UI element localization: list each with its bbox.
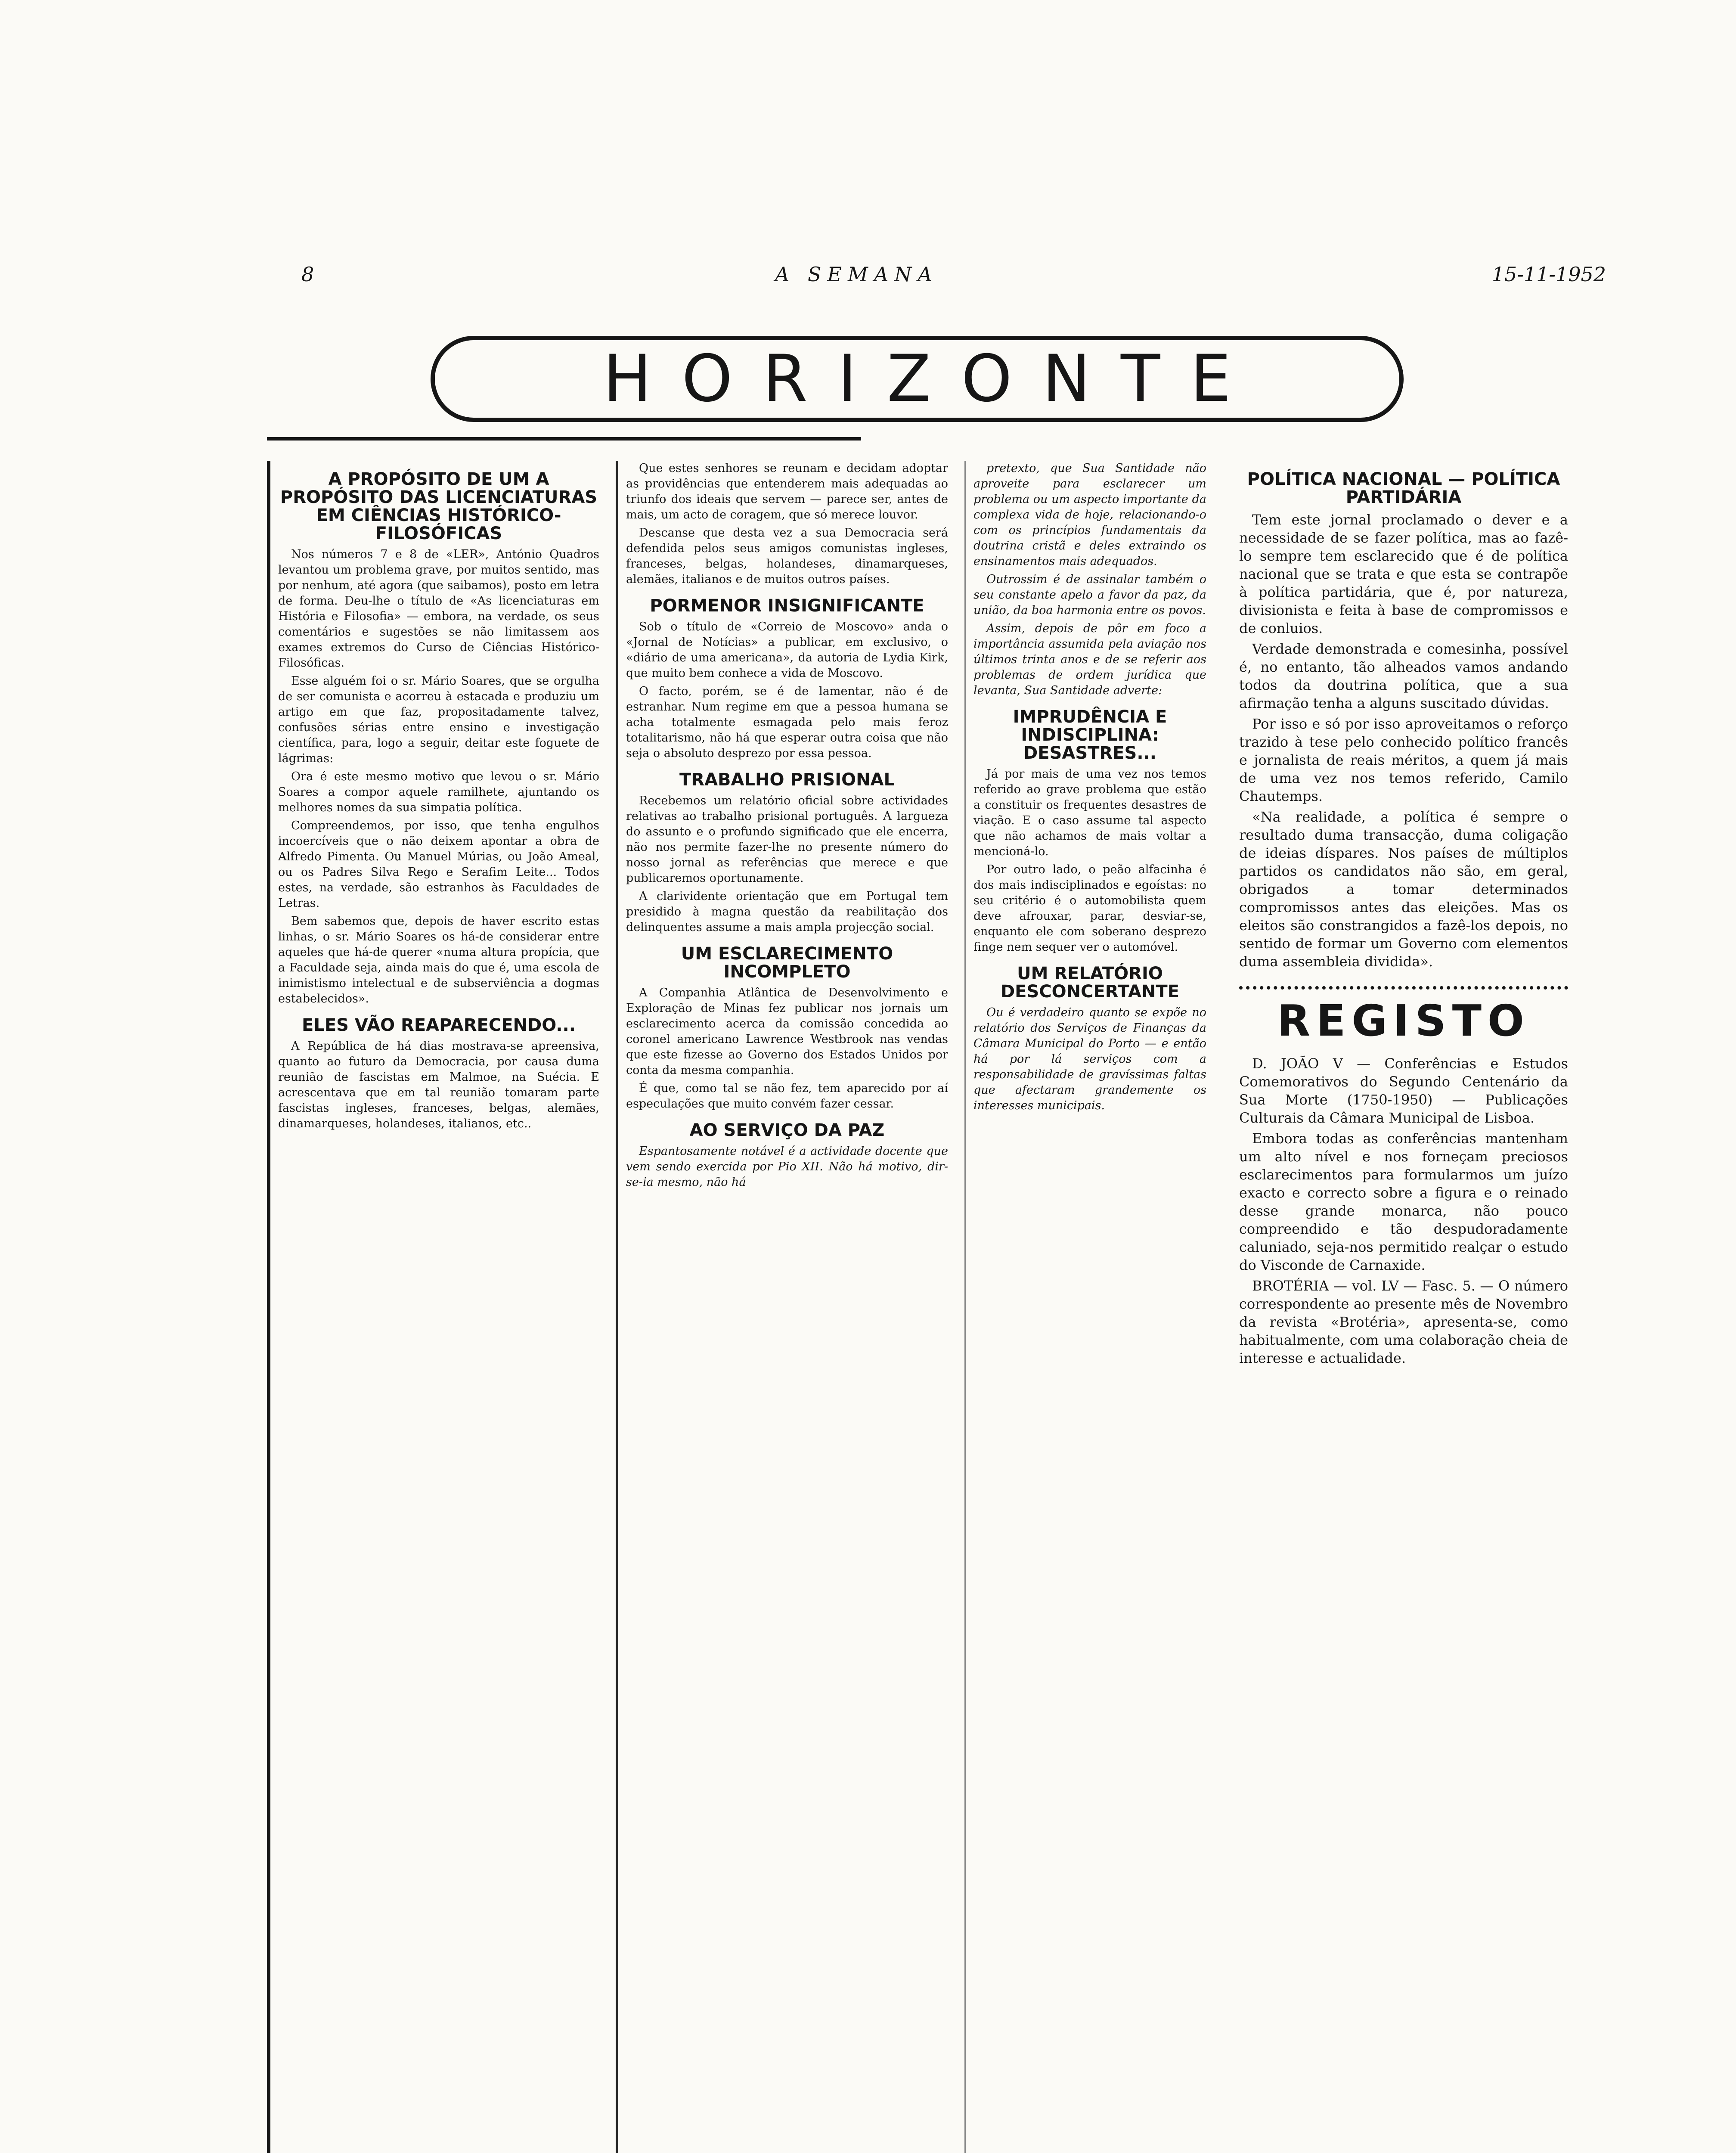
paragraph: Espantosamente notável é a actividade docente que vem sendo exercida por Pio XII. Não há motivo, dir-se-ia mesmo, não há (626, 1145, 948, 1189)
paragraph: Sob o título de «Correio de Moscovo» anda o «Jornal de Notícias» a publicar, em exclusivo, o «diário de uma americana», da autoria de Lydia Kirk, que muito bem conhece a vida de Moscovo. (626, 620, 948, 680)
article-heading: IMPRUDÊNCIA E INDISCIPLINA: DESASTRES... (1013, 707, 1167, 763)
running-header (301, 263, 1606, 297)
paragraph: Que estes senhores se reunam e decidam adoptar as providências que entenderem mais adequadas ao triunfo dos ideais que servem — parece ser, antes de mais, um acto de coragem, que só merece louvor. (626, 462, 948, 521)
paragraph: Por outro lado, o peão alfacinha é dos mais indisciplinados e egoístas: no seu critério é o automobilista quem deve afrouxar, parar, desviar-se, enquanto ele com soberano desprezo finge nem sequer ver o automóvel. (973, 863, 1206, 954)
paragraph: A República de há dias mostrava-se apreensiva, quanto ao futuro da Democracia, por causa duma reunião de fascistas em Malmoe, na Suécia. E acrescentava que em tal reunião tomaram parte fascistas ingleses, franceses, belgas, alemães, dinamarqueses, holandeses, italianos, etc.. (278, 1039, 599, 1130)
column-4 (1231, 461, 1576, 2153)
column-2 (616, 461, 956, 2153)
page-number: 8 (301, 263, 314, 286)
paragraph: Esse alguém foi o sr. Mário Soares, que se orgulha de ser comunista e acorreu à estacada e produziu um artigo em que faz, propositadamente talvez, confusões sérias entre ensino e investigação científica, para, logo a seguir, deitar este foguete de lágrimas: (278, 674, 599, 765)
paragraph: Tem este jornal proclamado o dever e a necessidade de se fazer política, mas ao fazê-lo sempre tem esclarecido que é de política nacional que se trata e que esta se contrapõe à política partidária, que é, por natureza, divisionista e feita à base de compromissos e de conluios. (1239, 512, 1568, 636)
paragraph: Descanse que desta vez a sua Democracia será defendida pelos seus amigos comunistas ingleses, franceses, belgas, holandeses, dinamarqueses, alemães, italianos e de muitos outros países. (626, 526, 948, 586)
paragraph: pretexto, que Sua Santidade não aproveite para esclarecer um problema ou um aspecto importante da complexa vida de hoje, relacionando-o com os princípios fundamentais da doutrina cristã e deles extraindo os ensinamentos mais adequados. (973, 462, 1206, 568)
paragraph: Bem sabemos que, depois de haver escrito estas linhas, o sr. Mário Soares os há-de considerar entre aqueles que há-de querer «numa altura propícia, que a Faculdade seja, ainda mais do que é, uma escola de inimistismo intelectual e de subserviência a dogmas estabelecidos». (278, 915, 599, 1005)
paragraph: É que, como tal se não fez, tem aparecido por aí especulações que muito convém fazer cessar. (626, 1082, 948, 1111)
article-heading: UM ESCLARECIMENTO INCOMPLETO (681, 944, 893, 982)
newspaper-title: A SEMANA (775, 263, 938, 286)
masthead-title: HORIZONTE (603, 341, 1262, 416)
paragraph: O facto, porém, se é de lamentar, não é de estranhar. Num regime em que a pessoa humana se acha totalmente esmagada pelo mais feroz totalitarismo, não há que esperar outra coisa que não seja o absoluto desprezo por essa pessoa. (626, 685, 948, 760)
article-heading: TRABALHO PRISIONAL (679, 770, 895, 790)
paragraph: Ou é verdadeiro quanto se expõe no relatório dos Serviços de Finanças da Câmara Municipal do Porto — e então há por lá serviços com a responsabilidade de gravíssimas faltas que afectaram grandemente os interesses municipais. (973, 1006, 1206, 1112)
article-heading: AO SERVIÇO DA PAZ (689, 1120, 885, 1140)
top-rule (267, 437, 861, 441)
paragraph: A clarividente orientação que em Portugal tem presidido à magna questão da reabilitação dos delinquentes assume a mais ampla projecção social. (626, 890, 948, 934)
paragraph: Nos números 7 e 8 de «LER», António Quadros levantou um problema grave, por muitos sentido, mas por nenhum, até agora (que saibamos), posto em letra de forma. Deu-lhe o título de «As licenciaturas em História e Filosofia» — embora, na verdade, os seus comentários e sugestões se não limitassem aos exames extremos do Curso de Ciências Histórico-Filosóficas. (278, 548, 599, 670)
column-1 (267, 461, 607, 2153)
section-masthead (431, 336, 1404, 422)
paragraph: Embora todas as conferências mantenham um alto nível e nos forneçam preciosos esclarecimentos para formularmos um juízo exacto e correcto sobre a figura e o reinado desse grande monarca, não pouco compreendido e tão despudoradamente caluniado, seja-nos permitido realçar o estudo do Visconde de Carnaxide. (1239, 1130, 1568, 1273)
paragraph: Já por mais de uma vez nos temos referido ao grave problema que estão a constituir os frequentes desastres de viação. E o caso assume tal aspecto que não achamos de mais voltar a mencioná-lo. (973, 767, 1206, 858)
paragraph: D. JOÃO V — Conferências e Estudos Comemorativos do Segundo Centenário da Sua Morte (1750-1950) — Publicações Culturais da Câmara Municipal de Lisboa. (1239, 1055, 1568, 1126)
paragraph: Compreendemos, por isso, que tenha engulhos incoercíveis que o não deixem apontar a obra de Alfredo Pimenta. Ou Manuel Múrias, ou João Ameal, ou os Padres Silva Rego e Serafim Leite... Todos estes, na verdade, são estranhos às Faculdades de Letras. (278, 819, 599, 910)
article-heading: UM RELATÓRIO DESCONCERTANTE (1000, 964, 1180, 1002)
paragraph: Outrossim é de assinalar também o seu constante apelo a favor da paz, da união, da boa harmonia entre os povos. (973, 573, 1206, 617)
column-3 (964, 461, 1214, 2153)
paragraph: Por isso e só por isso aproveitamos o reforço trazido à tese pelo conhecido político francês e jornalista de reais méritos, a quem já mais de uma vez nos temos referido, Camilo Chautemps. (1239, 716, 1568, 804)
article-heading: PORMENOR INSIGNIFICANTE (650, 596, 924, 616)
article-heading: ELES VÃO REAPARECENDO... (302, 1015, 576, 1035)
article-heading: A PROPÓSITO DE UM A PROPÓSITO DAS LICENCIATURAS EM CIÊNCIAS HISTÓRICO-FILOSÓFICAS (280, 469, 598, 543)
registo-heading: REGISTO (1239, 986, 1568, 1046)
paragraph: Ora é este mesmo motivo que levou o sr. Mário Soares a compor aquele ramilhete, ajuntando os melhores nomes da sua simpatia política. (278, 770, 599, 814)
paragraph: BROTÉRIA — vol. LV — Fasc. 5. — O número correspondente ao presente mês de Novembro da revista «Brotéria», apresenta-se, como habitualmente, com uma colaboração cheia de interesse e actualidade. (1239, 1278, 1568, 1366)
quotation: «Na realidade, a política é sempre o resultado duma transacção, duma coligação de ideias díspares. Nos países de múltiplos partidos os candidatos não são, em geral, obrigados a tomar determinados compromissos antes das eleições. Mas os eleitos são constrangidos a fazê-los depois, no sentido de formar um Governo com elementos duma assembleia dividida». (1239, 809, 1568, 970)
paragraph: Verdade demonstrada e comesinha, possível é, no entanto, tão alheados vamos andando todos da doutrina política, que a sua afirmação tenha a alguns suscitado dúvidas. (1239, 641, 1568, 711)
paragraph: Recebemos um relatório oficial sobre actividades relativas ao trabalho prisional português. A largueza do assunto e o profundo significado que ele encerra, não nos permite fazer-lhe no presente número do nosso jornal as referências que merece e que publicaremos oportunamente. (626, 794, 948, 885)
issue-date: 15-11-1952 (1491, 263, 1606, 286)
article-heading: POLÍTICA NACIONAL — POLÍTICA PARTIDÁRIA (1247, 469, 1560, 507)
paragraph: Assim, depois de pôr em foco a importância assumida pela aviação nos últimos trinta anos e de se referir aos problemas de ordem jurídica que levanta, Sua Santidade adverte: (973, 622, 1206, 697)
paragraph: A Companhia Atlântica de Desenvolvimento e Exploração de Minas fez publicar nos jornais um esclarecimento acerca da comissão concedida ao coronel americano Lawrence Westbrook nas vendas que este fizesse ao Governo dos Estados Unidos por conta da mesma companhia. (626, 986, 948, 1077)
